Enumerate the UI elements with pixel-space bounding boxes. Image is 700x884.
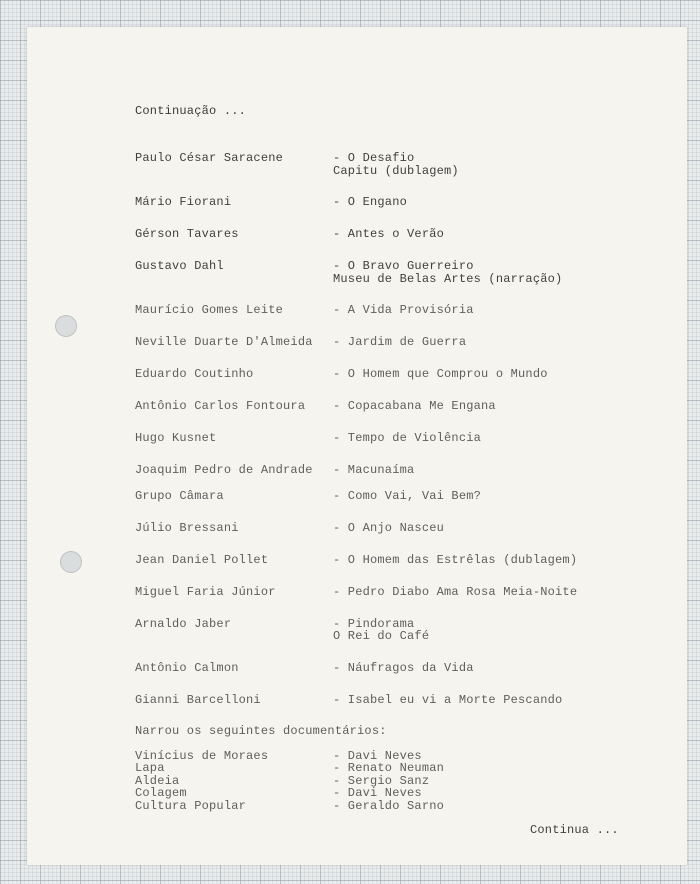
page-header: Continuação ... <box>135 104 247 118</box>
documentary-title: Aldeia <box>135 774 180 788</box>
entry-name: Neville Duarte D'Almeida <box>135 335 313 349</box>
documentary-title: Vinícius de Moraes <box>135 749 269 763</box>
entry-work: - Macunaíma <box>333 463 415 477</box>
entry-name: Hugo Kusnet <box>135 431 217 445</box>
punch-hole-top <box>55 315 77 337</box>
entry-work: - Jardim de Guerra <box>333 335 467 349</box>
entry-name: Júlio Bressani <box>135 521 239 535</box>
entry-name: Antônio Carlos Fontoura <box>135 399 306 413</box>
entry-name: Maurício Gomes Leite <box>135 303 284 317</box>
entry-work: - Tempo de Violência <box>333 431 482 445</box>
documentaries-heading: Narrou os seguintes documentários: <box>135 724 387 738</box>
punch-hole-bottom <box>60 551 82 573</box>
documentary-director: - Sergio Sanz <box>333 774 430 788</box>
documentary-title: Colagem <box>135 786 187 800</box>
entry-work: Capitu (dublagem) <box>333 164 459 178</box>
entry-work: - O Anjo Nasceu <box>333 521 445 535</box>
entry-name: Miguel Faria Júnior <box>135 585 276 599</box>
entry-work: - Isabel eu vi a Morte Pescando <box>333 693 563 707</box>
documentary-director: - Davi Neves <box>333 786 422 800</box>
documentary-director: - Geraldo Sarno <box>333 799 445 813</box>
entry-work: - Náufragos da Vida <box>333 661 474 675</box>
documentary-director: - Renato Neuman <box>333 761 445 775</box>
entry-work: - Pindorama <box>333 617 415 631</box>
entry-name: Gérson Tavares <box>135 227 239 241</box>
entry-work: - O Homem que Comprou o Mundo <box>333 367 548 381</box>
entry-name: Gustavo Dahl <box>135 259 224 273</box>
entry-work: - Antes o Verão <box>333 227 445 241</box>
entry-name: Mário Fiorani <box>135 195 232 209</box>
documentary-title: Cultura Popular <box>135 799 247 813</box>
entry-name: Arnaldo Jaber <box>135 617 232 631</box>
entry-name: Antônio Calmon <box>135 661 239 675</box>
entry-name: Jean Daniel Pollet <box>135 553 269 567</box>
entry-name: Grupo Câmara <box>135 489 224 503</box>
entry-work: - O Homem das Estrêlas (dublagem) <box>333 553 578 567</box>
entry-work: - Copacabana Me Engana <box>333 399 496 413</box>
entry-work: O Rei do Café <box>333 629 430 643</box>
documentary-director: - Davi Neves <box>333 749 422 763</box>
entry-work: - O Desafio <box>333 151 415 165</box>
entry-work: - Como Vai, Vai Bem? <box>333 489 482 503</box>
entry-work: Museu de Belas Artes (narração) <box>333 272 563 286</box>
entry-work: - Pedro Diabo Ama Rosa Meia-Noite <box>333 585 578 599</box>
entry-work: - O Engano <box>333 195 408 209</box>
entry-name: Gianni Barcelloni <box>135 693 261 707</box>
entry-work: - O Bravo Guerreiro <box>333 259 474 273</box>
documentary-title: Lapa <box>135 761 165 775</box>
entry-name: Paulo César Saracene <box>135 151 284 165</box>
page-footer: Continua ... <box>530 823 619 837</box>
entry-name: Eduardo Coutinho <box>135 367 254 381</box>
entry-work: - A Vida Provisória <box>333 303 474 317</box>
entry-name: Joaquim Pedro de Andrade <box>135 463 313 477</box>
